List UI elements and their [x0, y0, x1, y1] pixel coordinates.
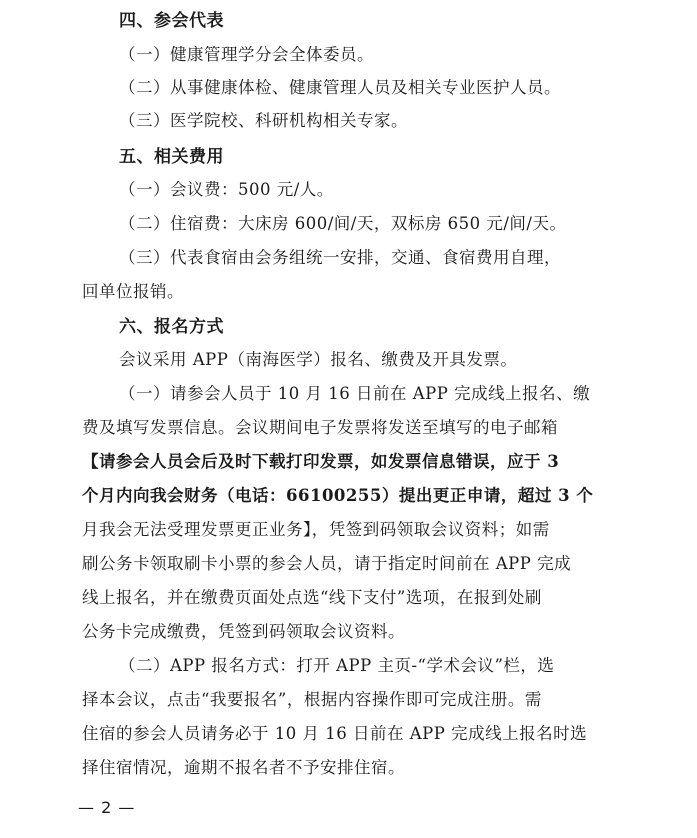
section-5-item-1: （一）会议费：500 元/人。: [119, 180, 334, 199]
page-number: — 2 —: [78, 798, 136, 817]
section-6-para1-line-2: 费及填写发票信息。会议期间电子发票将发送至填写的电子邮箱: [82, 418, 558, 437]
section-6-intro: 会议采用 APP（南海医学）报名、缴费及开具发票。: [119, 350, 518, 369]
section-5-heading: 五、相关费用: [119, 147, 224, 167]
section-4-item-2: （二）从事健康体检、健康管理人员及相关专业医护人员。: [119, 78, 561, 97]
section-6-para1-line-4: 个月内向我会财务（电话：66100255）提出更正申请，超过 3 个: [82, 486, 594, 505]
section-6-para1-line-3: 【请参会人员会后及时下载打印发票，如发票信息错误，应于 3: [82, 452, 560, 471]
section-6-para1-line-5: 月我会无法受理发票更正业务】，凭签到码领取会议资料；如需: [82, 520, 550, 539]
section-4-item-3: （三）医学院校、科研机构相关专家。: [119, 111, 408, 130]
section-5-item-3-cont: 回单位报销。: [82, 282, 184, 301]
section-6-para1-line-1: （一）请参会人员于 10 月 16 日前在 APP 完成线上报名、缴: [119, 384, 591, 403]
section-6-para2-line-4: 择住宿情况，逾期不报名者不予安排住宿。: [82, 758, 405, 777]
section-6-para1-line-6: 刷公务卡领取刷卡小票的参会人员，请于指定时间前在 APP 完成: [82, 554, 572, 573]
section-5-item-2: （二）住宿费：大床房 600/间/天，双标房 650 元/间/天。: [119, 214, 567, 233]
section-4-item-1: （一）健康管理学分会全体委员。: [119, 45, 374, 64]
section-6-para2-line-2: 择本会议，点击“我要报名”，根据内容操作即可完成注册。需: [82, 690, 542, 709]
section-6-para1-line-7: 线上报名，并在缴费页面处点选“线下支付”选项，在报到处刷: [82, 588, 542, 607]
section-4-heading: 四、参会代表: [119, 11, 224, 31]
section-6-para2-line-1: （二）APP 报名方式：打开 APP 主页-“学术会议”栏，选: [119, 656, 555, 675]
section-6-para1-line-8: 公务卡完成缴费，凭签到码领取会议资料。: [82, 622, 405, 641]
section-6-para2-line-3: 住宿的参会人员请务必于 10 月 16 日前在 APP 完成线上报名时选: [82, 724, 588, 743]
section-5-item-3: （三）代表食宿由会务组统一安排，交通、食宿费用自理，: [119, 248, 561, 267]
section-6-heading: 六、报名方式: [119, 317, 224, 337]
